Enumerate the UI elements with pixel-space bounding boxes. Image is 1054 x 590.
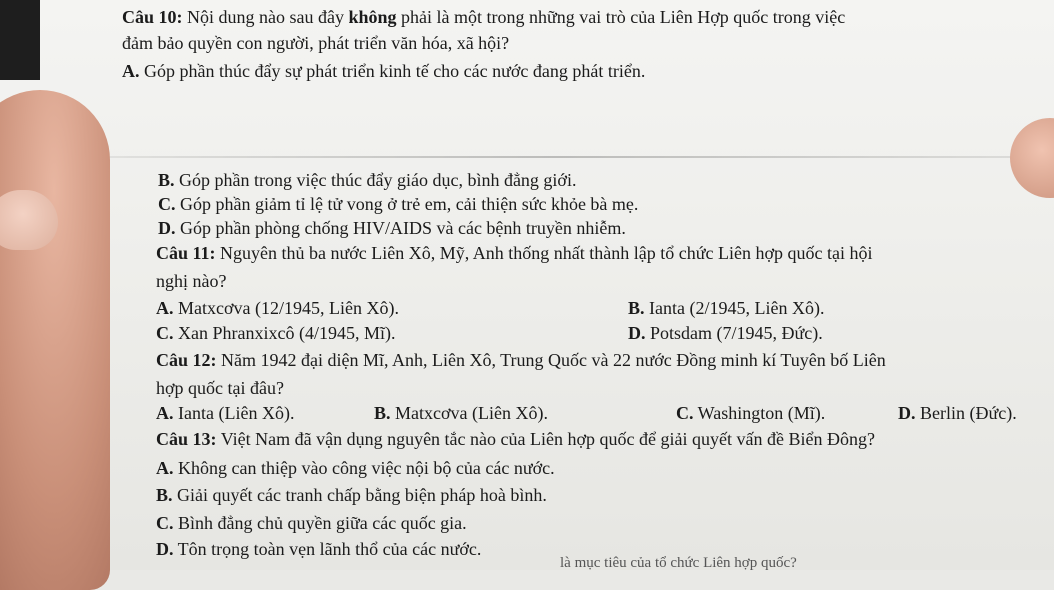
q10-label: Câu 10: bbox=[122, 7, 183, 27]
q13-label: Câu 13: bbox=[156, 429, 217, 449]
q12-stem-line1: Câu 12: Năm 1942 đại diện Mĩ, Anh, Liên Xô, Trung Quốc và 22 nước Đồng minh kí Tuyên bố Liên bbox=[156, 350, 886, 370]
q10-option-c: C. Góp phần giảm tỉ lệ tử vong ở trẻ em, cải thiện sức khỏe bà mẹ. bbox=[158, 194, 639, 214]
q12-option-a: A. Ianta (Liên Xô). bbox=[156, 403, 295, 423]
q13-option-c: C. Bình đẳng chủ quyền giữa các quốc gia. bbox=[156, 513, 467, 533]
paper-fold bbox=[60, 156, 1054, 158]
q10-stem-line2: đảm bảo quyền con người, phát triển văn hóa, xã hội? bbox=[122, 33, 510, 53]
q11-option-c: C. Xan Phranxixcô (4/1945, Mĩ). bbox=[156, 323, 396, 343]
q11-option-d: D. Potsdam (7/1945, Đức). bbox=[628, 323, 823, 343]
partial-next-question: là mục tiêu của tổ chức Liên hợp quốc? bbox=[560, 555, 797, 571]
q12-option-d: D. Berlin (Đức). bbox=[898, 403, 1017, 423]
q12-stem-line2: hợp quốc tại đâu? bbox=[156, 378, 284, 398]
q12-option-c: C. Washington (Mĩ). bbox=[676, 403, 826, 423]
q13-option-d: D. Tôn trọng toàn vẹn lãnh thổ của các nước. bbox=[156, 539, 482, 559]
q10-option-a: A. Góp phần thúc đẩy sự phát triển kinh tế cho các nước đang phát triển. bbox=[122, 61, 646, 81]
q12-option-b: B. Matxcơva (Liên Xô). bbox=[374, 403, 548, 423]
q13-option-a: A. Không can thiệp vào công việc nội bộ của các nước. bbox=[156, 458, 555, 478]
q11-option-b: B. Ianta (2/1945, Liên Xô). bbox=[628, 298, 825, 318]
background-shadow bbox=[0, 0, 40, 80]
q10-emphasis: không bbox=[348, 7, 397, 27]
q11-option-a: A. Matxcơva (12/1945, Liên Xô). bbox=[156, 298, 399, 318]
q11-label: Câu 11: bbox=[156, 243, 216, 263]
q10-option-d: D. Góp phần phòng chống HIV/AIDS và các bệnh truyền nhiễm. bbox=[158, 218, 626, 238]
q13-stem-line1: Câu 13: Việt Nam đã vận dụng nguyên tắc nào của Liên hợp quốc để giải quyết vấn đề Biển Đông? bbox=[156, 429, 875, 449]
thumb-nail bbox=[0, 190, 58, 250]
left-thumb bbox=[0, 90, 110, 590]
q11-stem-line1: Câu 11: Nguyên thủ ba nước Liên Xô, Mỹ, Anh thống nhất thành lập tổ chức Liên hợp quốc tại hội bbox=[156, 243, 873, 263]
q13-option-b: B. Giải quyết các tranh chấp bằng biện pháp hoà bình. bbox=[156, 485, 547, 505]
q10-option-b: B. Góp phần trong việc thúc đẩy giáo dục, bình đẳng giới. bbox=[158, 170, 577, 190]
q11-stem-line2: nghị nào? bbox=[156, 271, 227, 291]
q12-label: Câu 12: bbox=[156, 350, 217, 370]
q10-stem-line1: Câu 10: Nội dung nào sau đây không phải là một trong những vai trò của Liên Hợp quốc trong việc bbox=[122, 7, 846, 27]
